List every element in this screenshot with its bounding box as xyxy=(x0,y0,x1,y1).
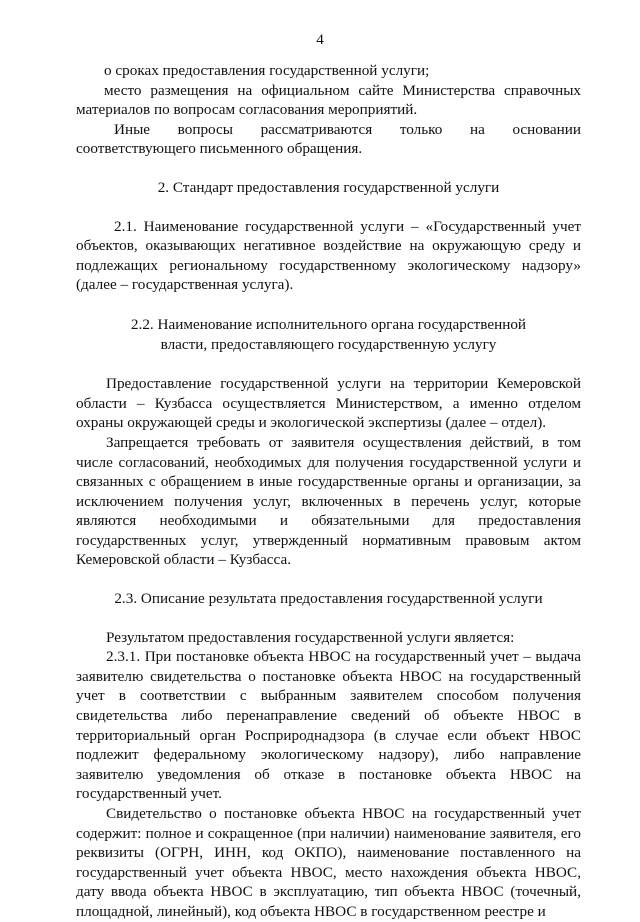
section-heading-2: 2. Стандарт предоставления государственной услуги xyxy=(157,178,500,196)
paragraph-other-questions-line1: Иные вопросы рассматриваются только на основании xyxy=(114,120,581,138)
paragraph-website: место размещения на официальном сайте Министерства справочных материалов по вопросам согласования мероприятий. xyxy=(76,81,581,119)
section-heading-2-3: 2.3. Описание результата предоставления государственной услуги xyxy=(114,590,543,608)
paragraph-2-2-provider: Предоставление государственной услуги на территории Кемеровской области – Кузбасса осуществляется Министерством, а именно отделом охраны окружающей среды и экологической экспертизы (далее – отдел). xyxy=(76,375,581,432)
section-heading-2-2-line2: власти, предоставляющего государственную услугу xyxy=(160,335,497,353)
page-number: 4 xyxy=(316,31,324,48)
paragraph-deadlines: о сроках предоставления государственной услуги; xyxy=(104,62,430,79)
paragraph-other-questions-line2: соответствующего письменного обращения. xyxy=(76,140,363,158)
section-heading-2-2-line1: 2.2. Наименование исполнительного органа государственной xyxy=(130,315,527,333)
paragraph-2-2-prohibition: Запрещается требовать от заявителя осуществления действий, в том числе согласований, необходимых для получения государственной услуги и связанных с обращением в иные государственные органы и организации, за исключением получения услуг, включенных в перечень услуг, которые являются необходимыми и обязательными для предоставления государственных услуг, утвержденный нормативным правовым актом Кемеровской области – Кузбасса. xyxy=(76,433,581,569)
paragraph-2-3-certificate: Свидетельство о постановке объекта НВОС на государственный учет содержит: полное и сокращенное (при наличии) наименование заявителя, его реквизиты (ОГРН, ИНН, код ОКПО), наименование поставленного на государственный учет объекта НВОС, место нахождения объекта НВОС, дату ввода объекта НВОС в эксплуатацию, тип объекта НВОС (точечный, площадной, линейный), код объекта НВОС в государственном реестре и xyxy=(76,805,581,920)
paragraph-2-3-intro: Результатом предоставления государственной услуги является: xyxy=(106,628,515,646)
paragraph-2-1-service-name: 2.1. Наименование государственной услуги – «Государственный учет объектов, оказывающих негативное воздействие на окружающую среду и подлежащих региональному государственному экологическому надзору» (далее – государственная услуга). xyxy=(76,217,581,294)
paragraph-2-3-1-result: 2.3.1. При постановке объекта НВОС на государственный учет – выдача заявителю свидетельства о постановке объекта НВОС на государственный учет в соответствии с выбранным заявителем способом получения свидетельства либо перенаправление сведений об объекте НВОС в территориальный орган Росприроднадзора (в случае если объект НВОС подлежит федеральному экологическому надзору), либо направление заявителю уведомления об отказе в постановке объекта НВОС на государственный учет. xyxy=(76,648,581,803)
document-body xyxy=(76,61,581,922)
